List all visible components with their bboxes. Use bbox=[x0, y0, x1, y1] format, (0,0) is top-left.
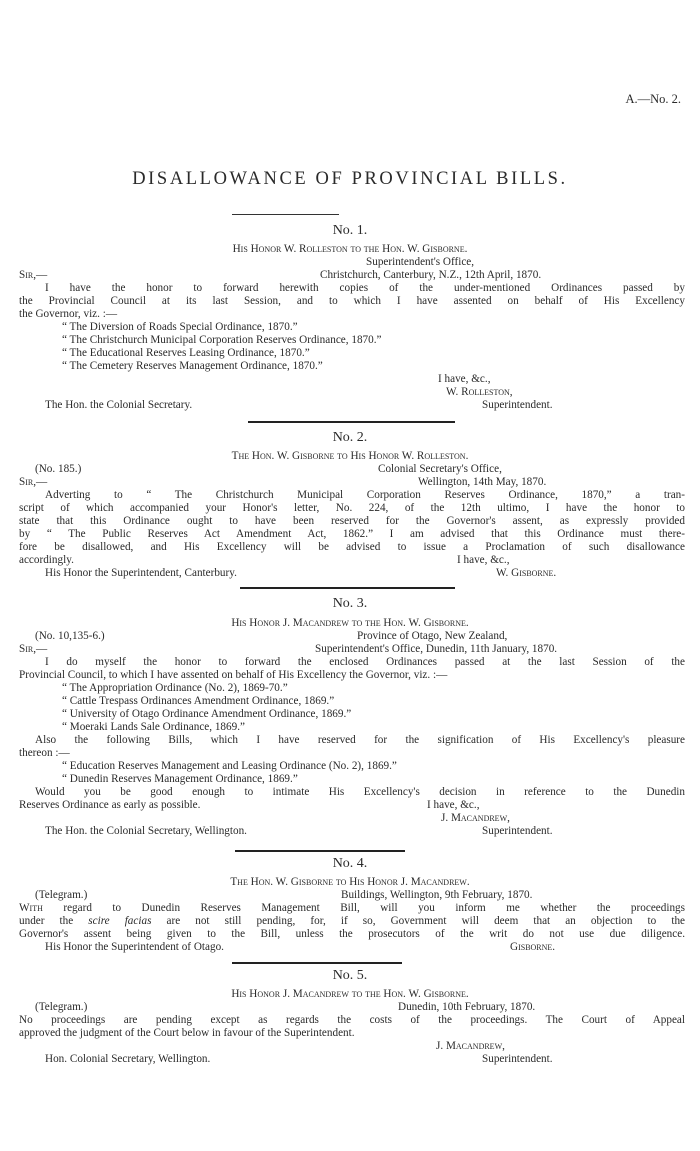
list-item: “ The Appropriation Ordinance (No. 2), 1869-70.” bbox=[62, 682, 288, 694]
signature: J. Macandrew, bbox=[441, 812, 510, 824]
list-item: “ Dunedin Reserves Management Ordinance, 1869.” bbox=[62, 773, 298, 785]
body-line: Governor's assent being given to the Bill, unless the prosecutors of the writ do not use due diligence. bbox=[19, 928, 685, 940]
body-line: No proceedings are pending except as regards the costs of the proceedings. The Court of Appeal bbox=[19, 1014, 685, 1026]
addressee: The Hon. the Colonial Secretary, Wellington. bbox=[45, 825, 247, 837]
address-line: Colonial Secretary's Office, bbox=[378, 463, 502, 475]
body-line: script of which accompanied your Honor's letter, No. 224, of the 12th ultimo, I have the honor to bbox=[19, 502, 685, 514]
signature-title: Superintendent. bbox=[482, 399, 553, 411]
address-date: Superintendent's Office, Dunedin, 11th January, 1870. bbox=[315, 643, 558, 655]
body-line: Reserves Ordinance as early as possible. bbox=[19, 799, 201, 811]
letter-number: No. 3. bbox=[332, 596, 368, 611]
body-line: I do myself the honor to forward the enclosed Ordinances passed at the last Session of the bbox=[45, 656, 685, 668]
title-rule bbox=[232, 214, 339, 215]
body-line: the Governor, viz. :— bbox=[19, 308, 118, 320]
body-line: Adverting to “ The Christchurch Municipal Corporation Reserves Ordinance, 1870,” a tran- bbox=[45, 489, 685, 501]
section-rule bbox=[232, 962, 402, 964]
signature: Gisborne. bbox=[510, 941, 556, 953]
body-line: by “ The Public Reserves Act Amendment Act, 1862.” I am advised that this Ordinance must there- bbox=[19, 528, 685, 540]
list-item: “ University of Otago Ordinance Amendment Ordinance, 1869.” bbox=[62, 708, 352, 720]
body-line: Also the following Bills, which I have reserved for the signification of His Excellency's pleasure bbox=[35, 734, 685, 746]
section-rule bbox=[248, 421, 455, 423]
body-line: the Provincial Council at its last Session, and to which I have assented on behalf of His Excellency bbox=[19, 295, 685, 307]
section-rule bbox=[235, 850, 405, 852]
section-rule bbox=[240, 587, 455, 589]
letter-header: The Hon. W. Gisborne to His Honor J. Macandrew. bbox=[230, 876, 470, 888]
letter-header: His Honor J. Macandrew to the Hon. W. Gisborne. bbox=[231, 617, 469, 629]
closing: I have, &c., bbox=[427, 799, 480, 811]
body-line: Provincial Council, to which I have assented on behalf of His Excellency the Governor, viz. :— bbox=[19, 669, 448, 681]
addressee: His Honor the Superintendent of Otago. bbox=[45, 941, 224, 953]
signature: J. Macandrew, bbox=[436, 1040, 505, 1052]
addressee: Hon. Colonial Secretary, Wellington. bbox=[45, 1053, 211, 1065]
signature-title: Superintendent. bbox=[482, 825, 553, 837]
body-line: under the scire facias are not still pending, for, if so, Government will deem that an objection to the bbox=[19, 915, 686, 927]
list-item: “ The Diversion of Roads Special Ordinance, 1870.” bbox=[62, 321, 298, 333]
body-line-start: With bbox=[19, 902, 43, 914]
closing: I have, &c., bbox=[457, 554, 510, 566]
list-item: “ The Educational Reserves Leasing Ordinance, 1870.” bbox=[62, 347, 310, 359]
reference: (Telegram.) bbox=[35, 889, 88, 901]
signature-title: Superintendent. bbox=[482, 1053, 553, 1065]
letter-header: His Honor W. Rolleston to the Hon. W. Gisborne. bbox=[232, 243, 468, 255]
letter-header: His Honor J. Macandrew to the Hon. W. Gisborne. bbox=[231, 988, 469, 1000]
address-date: Dunedin, 10th February, 1870. bbox=[398, 1001, 536, 1013]
body-line: With regard to Dunedin Reserves Management Bill, will you inform me whether the proceedings bbox=[19, 902, 685, 914]
signature: W. Rolleston, bbox=[446, 386, 513, 398]
list-item: “ The Cemetery Reserves Management Ordinance, 1870.” bbox=[62, 360, 323, 372]
letter-number: No. 5. bbox=[332, 968, 368, 983]
list-item: “ Moeraki Lands Sale Ordinance, 1869.” bbox=[62, 721, 245, 733]
body-line: fore be disallowed, and His Excellency will be advised to issue a Proclamation of such disallowance bbox=[19, 541, 685, 553]
addressee: His Honor the Superintendent, Canterbury. bbox=[45, 567, 237, 579]
body-line: thereon :— bbox=[19, 747, 70, 759]
address-line: Province of Otago, New Zealand, bbox=[357, 630, 508, 642]
body-line: accordingly. bbox=[19, 554, 74, 566]
salutation: Sir,— bbox=[19, 643, 48, 655]
reference: (No. 185.) bbox=[35, 463, 82, 475]
letter-number: No. 4. bbox=[332, 856, 368, 871]
list-item: “ Cattle Trespass Ordinances Amendment Ordinance, 1869.” bbox=[62, 695, 335, 707]
salutation: Sir,— bbox=[19, 476, 48, 488]
letter-number: No. 1. bbox=[332, 223, 368, 238]
closing: I have, &c., bbox=[438, 373, 491, 385]
reference: (No. 10,135-6.) bbox=[35, 630, 105, 642]
address-line: Superintendent's Office, bbox=[366, 256, 475, 268]
address-date: Buildings, Wellington, 9th February, 1870. bbox=[341, 889, 533, 901]
body-line: approved the judgment of the Court below in favour of the Superintendent. bbox=[19, 1027, 355, 1039]
address-date: Christchurch, Canterbury, N.Z., 12th April, 1870. bbox=[320, 269, 542, 281]
body-line: I have the honor to forward herewith copies of the under-mentioned Ordinances passed by bbox=[45, 282, 685, 294]
addressee: The Hon. the Colonial Secretary. bbox=[45, 399, 193, 411]
reference: (Telegram.) bbox=[35, 1001, 88, 1013]
page-title: DISALLOWANCE OF PROVINCIAL BILLS. bbox=[132, 169, 568, 189]
address-date: Wellington, 14th May, 1870. bbox=[418, 476, 547, 488]
latin-term: scire facias bbox=[88, 915, 152, 927]
letter-header: The Hon. W. Gisborne to His Honor W. Rolleston. bbox=[231, 450, 469, 462]
letter-number: No. 2. bbox=[332, 430, 368, 445]
list-item: “ Education Reserves Management and Leasing Ordinance (No. 2), 1869.” bbox=[62, 760, 397, 772]
salutation: Sir,— bbox=[19, 269, 48, 281]
body-line: state that this Ordinance ought to have been reserved for the Governor's assent, as expressly provided bbox=[19, 515, 685, 527]
signature: W. Gisborne. bbox=[496, 567, 557, 579]
list-item: “ The Christchurch Municipal Corporation Reserves Ordinance, 1870.” bbox=[62, 334, 382, 346]
body-line: Would you be good enough to intimate His Excellency's decision in reference to the Dunedin bbox=[35, 786, 685, 798]
document-reference: A.—No. 2. bbox=[625, 92, 681, 106]
